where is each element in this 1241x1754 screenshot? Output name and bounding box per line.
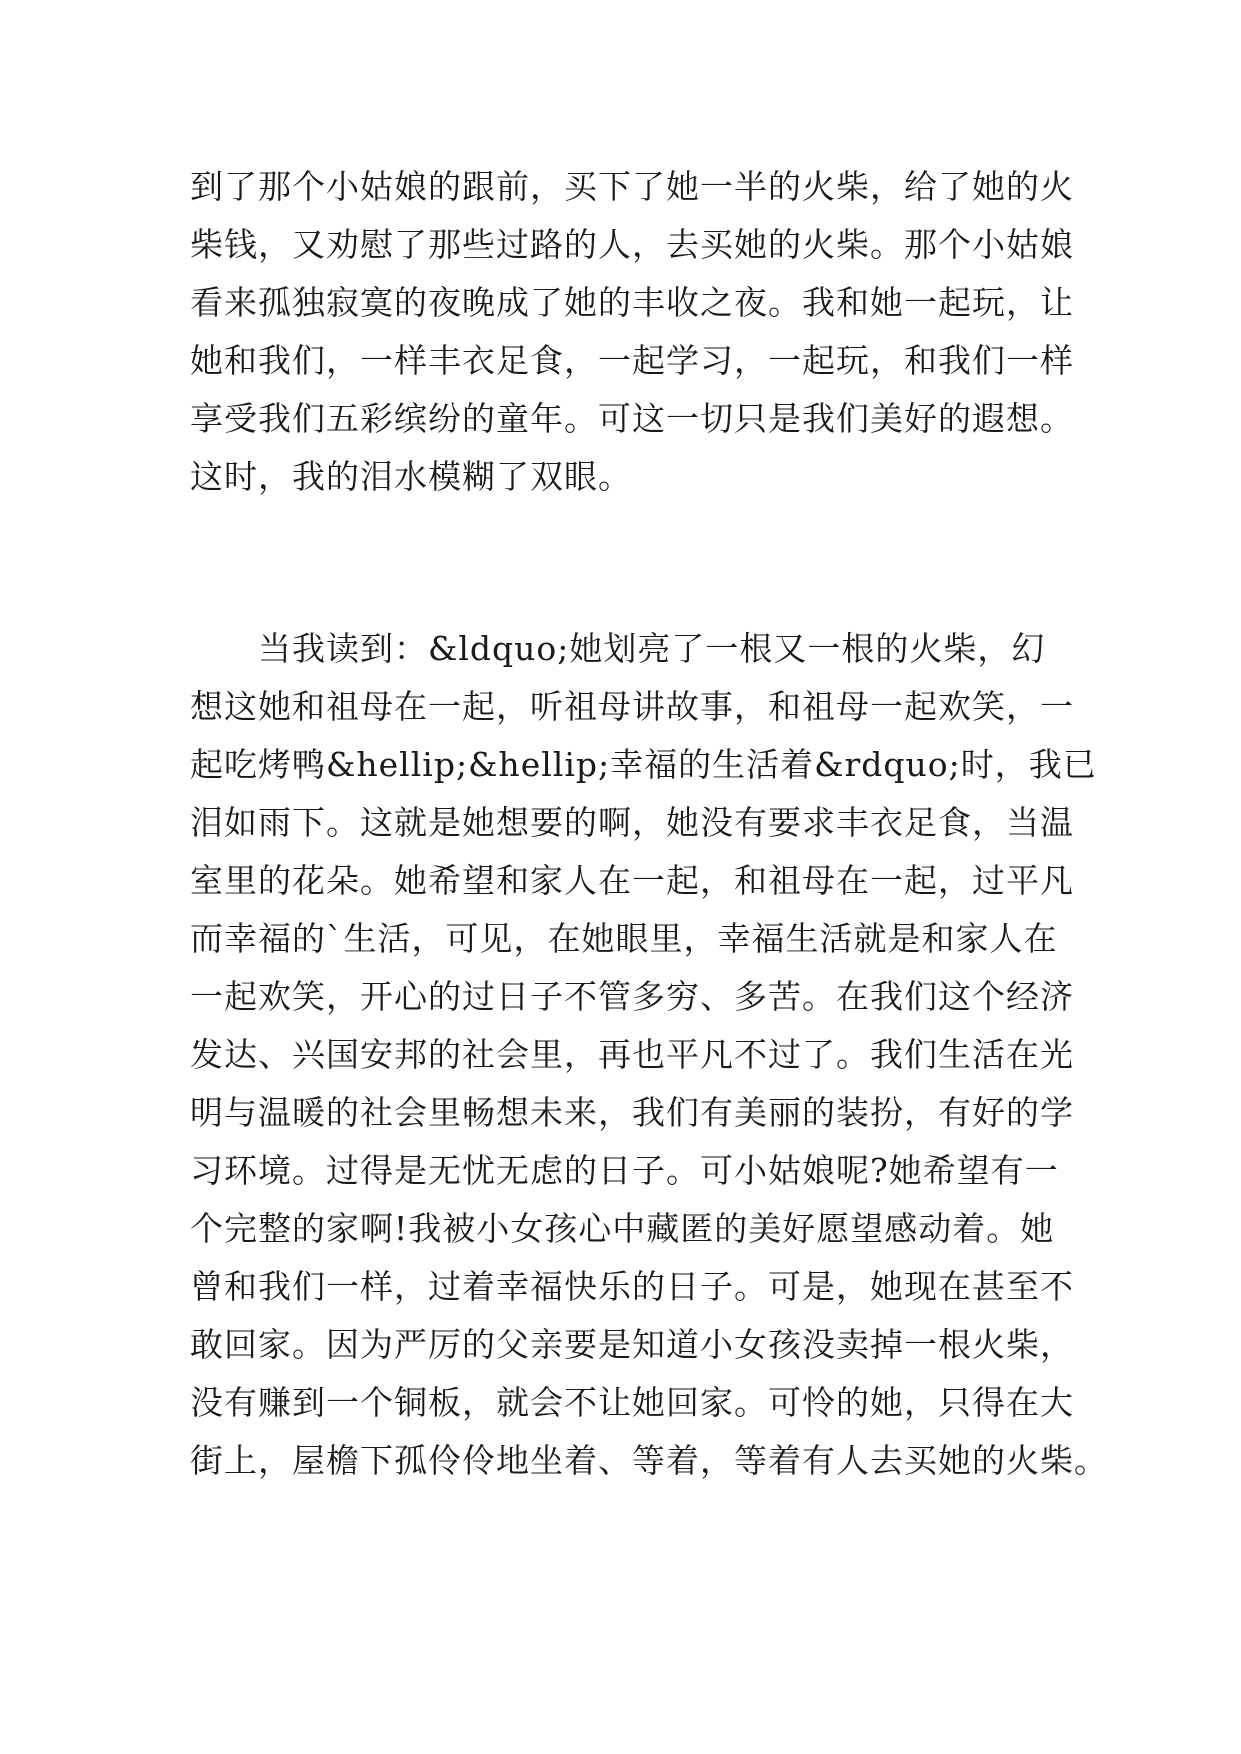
paragraph-line: 明与温暖的社会里畅想未来，我们有美丽的装扮，有好的学 — [190, 1093, 1074, 1132]
paragraph-line: 享受我们五彩缤纷的童年。可这一切只是我们美好的遐想。 — [190, 399, 1074, 438]
paragraph-line: 敢回家。因为严厉的父亲要是知道小女孩没卖掉一根火柴， — [190, 1325, 1074, 1364]
paragraph-line: 而幸福的`生活，可见，在她眼里，幸福生活就是和家人在 — [190, 919, 1058, 958]
paragraph-line: 这时，我的泪水模糊了双眼。 — [190, 457, 632, 496]
paragraph-line: 她和我们，一样丰衣足食，一起学习，一起玩，和我们一样 — [190, 341, 1074, 380]
paragraph-line: 没有赚到一个铜板，就会不让她回家。可怜的她，只得在大 — [190, 1383, 1074, 1422]
paragraph-line: 想这她和祖母在一起，听祖母讲故事，和祖母一起欢笑，一 — [190, 687, 1074, 726]
paragraph-line: 曾和我们一样，过着幸福快乐的日子。可是，她现在甚至不 — [190, 1267, 1074, 1306]
paragraph-line: 柴钱，又劝慰了那些过路的人，去买她的火柴。那个小姑娘 — [190, 225, 1074, 264]
paragraph-line: 起吃烤鸭&hellip;&hellip;幸福的生活着&rdquo;时，我已 — [190, 745, 1097, 784]
paragraph-line: 个完整的家啊!我被小女孩心中藏匿的美好愿望感动着。她 — [190, 1209, 1055, 1248]
paragraph-line: 一起欢笑，开心的过日子不管多穷、多苦。在我们这个经济 — [190, 977, 1074, 1016]
paragraph-line: 到了那个小姑娘的跟前，买下了她一半的火柴，给了她的火 — [190, 167, 1074, 206]
paragraph-2 — [190, 620, 1108, 1490]
paragraph-line: 泪如雨下。这就是她想要的啊，她没有要求丰衣足食，当温 — [190, 803, 1074, 842]
paragraph-line: 当我读到：&ldquo;她划亮了一根又一根的火柴，幻 — [190, 629, 1046, 668]
paragraph-1 — [190, 158, 1090, 506]
paragraph-line: 看来孤独寂寞的夜晚成了她的丰收之夜。我和她一起玩，让 — [190, 283, 1074, 322]
paragraph-line: 习环境。过得是无忧无虑的日子。可小姑娘呢?她希望有一 — [190, 1151, 1059, 1190]
paragraph-line: 室里的花朵。她希望和家人在一起，和祖母在一起，过平凡 — [190, 861, 1074, 900]
paragraph-line: 街上，屋檐下孤伶伶地坐着、等着，等着有人去买她的火柴。 — [190, 1441, 1108, 1480]
paragraph-line: 发达、兴国安邦的社会里，再也平凡不过了。我们生活在光 — [190, 1035, 1074, 1074]
